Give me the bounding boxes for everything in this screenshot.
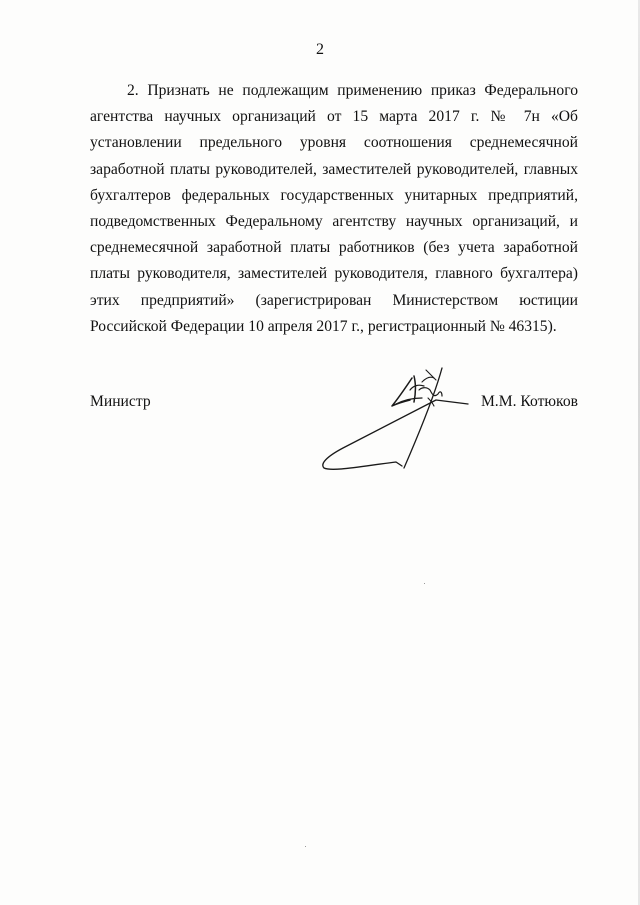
scan-speck: [424, 583, 425, 584]
page-number: 2: [316, 41, 324, 58]
scan-speck: [305, 846, 306, 847]
handwritten-signature-icon: [318, 360, 478, 476]
signatory-title: Министр: [90, 393, 151, 410]
signatory-name: М.М. Котюков: [480, 393, 578, 410]
paragraph-2: 2. Признать не подлежащим применению приказ Федерального агентства научных организаций от 15 марта 2017 г. № 7н «Об установлении предельного уровня соотношения среднемесячной заработной платы руководителей, заместителей руководителей, главных бухгалтеров федеральных государственных унитарных предприятий, подведомственных Федеральному агентству научных организаций, и среднемесячной заработной платы работников (без учета заработной платы руководителя, заместителей руководителя, главного бухгалтера) этих предприятий» (зарегистрирован Министерством юстиции Российской Федерации 10 апреля 2017 г., регистрационный № 46315).: [90, 82, 578, 335]
